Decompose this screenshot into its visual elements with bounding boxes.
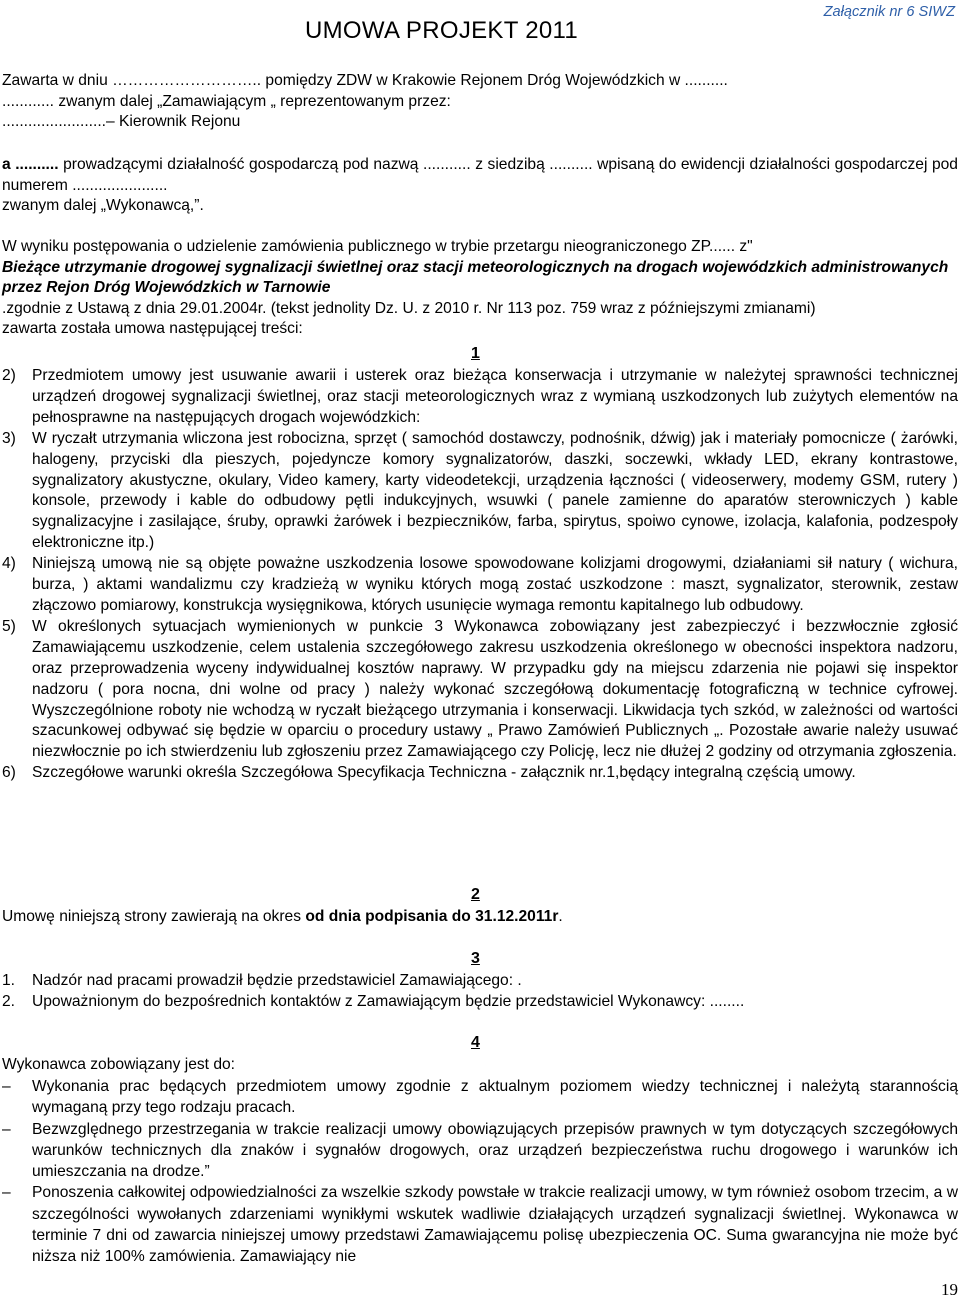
item-number: 2) <box>2 367 16 384</box>
intro-block <box>2 71 958 133</box>
obligations-intro: Wykonawca zobowiązany jest do: <box>2 1056 236 1073</box>
intro-line: Zawarta w dniu ……………………….. pomiędzy ZDW w Krakowie Rejonem Dróg Wojewódzkich w .......... <box>2 72 728 89</box>
item-text: Ponoszenia całkowitej odpowiedzialności za wszelkie szkody powstałe w trakcie realizacji umowy, w tym również osobom trzecim, a w szczególności wywołanych zdarzeniami wynikłymi wskutek wadliwie działających urządzeń sygnalizacji świetlnej. Wykonawca w terminie 7 dni od zawarcia niniejszej umowy przedstawi Zamawiającemu polisę ubezpieczenia OC. Suma gwarancyjna nie może być niższa niż 100% zamówienia. Zamawiający nie <box>32 1184 958 1266</box>
list-item <box>2 971 958 992</box>
intro-line: ............ zwanym dalej „Zamawiającym „ reprezentowanym przez: <box>2 92 451 110</box>
list-item <box>2 1076 958 1119</box>
item-text: Wykonania prac będących przedmiotem umowy zgodnie z aktualnym poziomem wiedzy technicznej i należytą starannością wymaganą przy tego rodzaju pracach. <box>32 1078 958 1117</box>
section-2-text <box>2 907 958 928</box>
list-item <box>2 763 958 784</box>
tender-conclusion: zawarta została umowa następującej treści: <box>2 320 303 338</box>
list-item <box>2 1119 958 1183</box>
item-text: Bezwzględnego przestrzegania w trakcie realizacji umowy obowiązujących przepisów prawnych w tym dotyczących szczegółowych warunków technicznych dla znaków i sygnałów drogowych, oraz urządzeń bezpieczeństwa ruchu drogowego i warunków ich umieszczania na drodze.” <box>32 1120 958 1181</box>
document-title: UMOWA PROJEKT 2011 <box>305 17 579 44</box>
page-number: 19 <box>941 1280 958 1299</box>
contractor-marker: a .......... <box>2 156 59 173</box>
list-item <box>2 366 958 429</box>
section-1-items <box>2 366 958 784</box>
dash-marker: – <box>2 1078 11 1095</box>
section-heading-1: 1 <box>471 345 480 362</box>
tender-legal-basis: .zgodnie z Ustawą z dnia 29.01.2004r. (tekst jednolity Dz. U. z 2010 r. Nr 113 poz. 759 wraz z późniejszymi zmianami) <box>2 299 816 317</box>
item-text: Niniejszą umową nie są objęte poważne uszkodzenia losowe spowodowane kolizjami drogowymi, działaniami sił natury ( wichura, burza, ) aktami wandalizmu czy kradzieżą w wyniku których mogą zostać uszkodzone : maszt, sygnalizator, sterownik, zestaw złączowo pomiarowy, konstrukcja wysięgnikowa, których usunięcie wymaga remontu kapitalnego lub odbudowy. <box>32 555 958 614</box>
item-text: Upoważnionym do bezpośrednich kontaktów z Zamawiającym będzie przedstawiciel Wykonawcy: ........ <box>32 992 745 1010</box>
section-4-items <box>2 1076 958 1268</box>
intro-line: ........................– Kierownik Rejonu <box>2 113 241 131</box>
list-item <box>2 1182 958 1267</box>
period-suffix: . <box>558 908 563 925</box>
dash-marker: – <box>2 1120 11 1138</box>
section-heading-4: 4 <box>471 1034 480 1051</box>
tender-block <box>2 237 958 340</box>
contract-period <box>2 907 958 928</box>
item-number: 2. <box>2 992 16 1010</box>
contractor-description: prowadzącymi działalność gospodarczą pod nazwą ........... z siedzibą .......... wpisaną do ewidencji działalności gospodarczej pod numerem ...................... <box>2 156 958 194</box>
contractor-block <box>2 155 958 217</box>
section-3-items <box>2 971 958 1013</box>
tender-subject: Bieżące utrzymanie drogowej sygnalizacji świetlnej oraz stacji meteorologicznych na drogach wojewódzkich administrowanych przez Rejon Dróg Wojewódzkich w Tarnowie <box>2 258 949 297</box>
contractor-alias: zwanym dalej „Wykonawcą,”. <box>2 197 204 215</box>
item-number: 1. <box>2 972 16 989</box>
section-4-intro <box>2 1055 958 1076</box>
item-text: Przedmiotem umowy jest usuwanie awarii i usterek oraz bieżąca konserwacja i utrzymanie w należytej sprawności technicznej urządzeń drogowej sygnalizacji świetlnej, oraz stacji meteorologicznych wraz z wymianą uszkodzonych lub zużytych elementów na pełnosprawne na następujących drogach wojewódzkich: <box>32 367 958 426</box>
annex-label: Załącznik nr 6 SIWZ <box>823 4 955 20</box>
item-text: Szczegółowe warunki określa Szczegółowa Specyfikacja Techniczna - załącznik nr.1,będący integralną częścią umowy. <box>32 764 856 782</box>
tender-line: W wyniku postępowania o udzielenie zamówienia publicznego w trybie przetargu nieograniczonego ZP...... z" <box>2 238 753 255</box>
item-number: 6) <box>2 764 16 782</box>
item-number: 4) <box>2 555 16 573</box>
section-heading-3: 3 <box>471 950 480 967</box>
period-dates: od dnia podpisania do 31.12.2011r <box>305 908 559 925</box>
list-item <box>2 429 958 554</box>
list-item <box>2 617 958 763</box>
item-number: 5) <box>2 617 16 635</box>
dash-marker: – <box>2 1184 11 1202</box>
list-item <box>2 992 958 1013</box>
item-text: W ryczałt utrzymania wliczona jest robocizna, sprzęt ( samochód dostawczy, podnośnik, dźwig) jak i materiały pomocnicze ( żarówki, halogeny, przyciski dla pieszych, pojedyncze komory sygnalizatorów, daszki, soczewki, wkłady LED, ekrany kontrastowe, sygnalizatory akustyczne, okulary, Video kamery, karty videodetekcji, urządzenia łączności ( videoserwery, modemy GSM, rutery ) konsole, przewody i kable do odbudowy pętli indukcyjnych, wsuwki ( panele zamienne do aparatów sterowniczych ) kable sygnalizacyjne i zasilające, śruby, oprawki żarówek i bezpieczników, farba, spirytus, spoiwo cynowe, izolacja, kalafonia, podzespoły elektroniczne itp.) <box>32 429 958 552</box>
item-number: 3) <box>2 429 16 447</box>
item-text: Nadzór nad pracami prowadził będzie przedstawiciel Zamawiającego: . <box>32 972 522 989</box>
list-item <box>2 554 958 617</box>
item-text: W określonych sytuacjach wymienionych w punkcie 3 Wykonawca zobowiązany jest zabezpieczyć i bezzwłocznie zgłosić Zamawiającemu uszkodzenie, celem ustalenia szczegółowego zakresu uszkodzenia określonego w obecności inspektora nadzoru, oraz przeprowadzenia wyceny indywidualnej kosztów naprawy. W przypadku gdy na miejscu zdarzenia nie pojawi się inspektor nadzoru ( pora nocna, dni wolne od pracy ) należy wykonać szczegółową dokumentację fotograficzną w technice cyfrowej. Wyszczególnione roboty nie wchodzą w ryczałt bieżącego utrzymania i konserwacji. Likwidacja tych szkód, w zależności od wartości szacunkowej odbywać się będzie w oparciu o procedury ustawy „ Prawo Zamówień Publicznych „. Pozostałe awarie należy usuwać niezwłocznie po ich stwierdzeniu lub zgłoszeniu przez Zamawiającego czy Policję, lecz nie dłużej 2 godziny od otrzymania zgłoszenia. <box>32 617 958 761</box>
section-heading-2: 2 <box>471 886 480 903</box>
contractor-text <box>2 155 958 196</box>
period-prefix: Umowę niniejszą strony zawierają na okres <box>2 908 306 925</box>
